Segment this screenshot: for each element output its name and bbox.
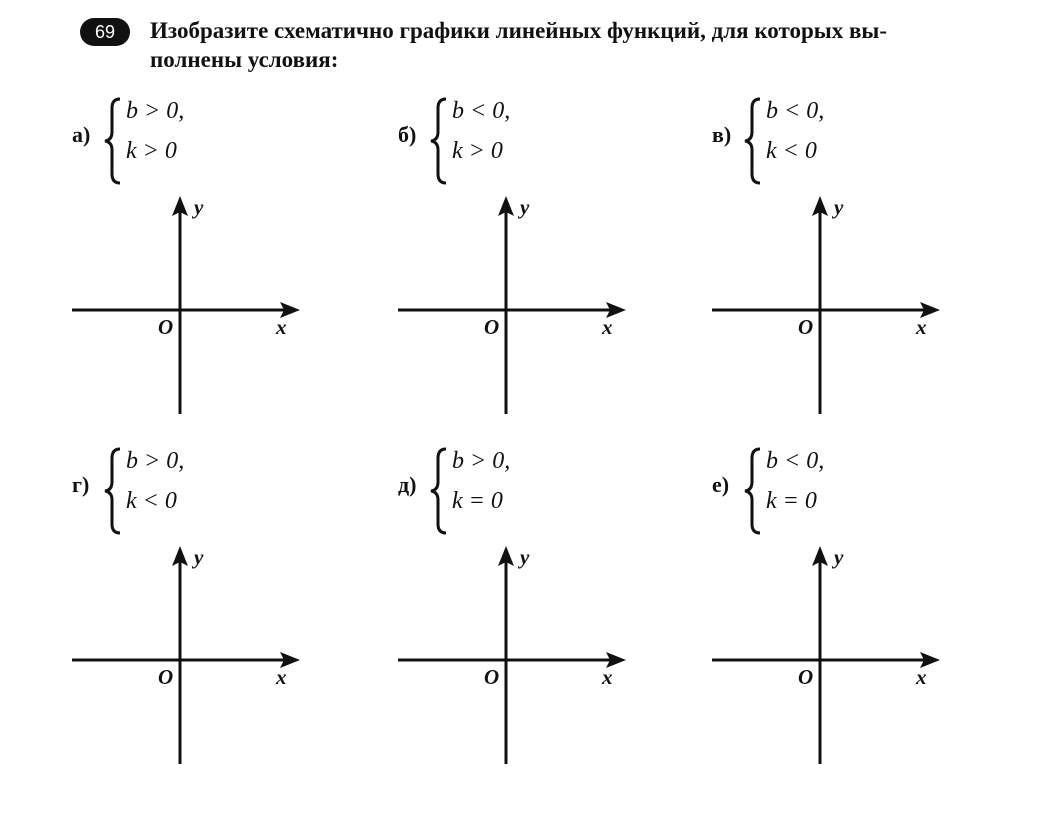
- condition-k: k > 0: [452, 138, 503, 164]
- item-letter: е): [712, 472, 730, 497]
- task-statement: [150, 16, 970, 74]
- exercise-g: [72, 446, 392, 786]
- coordinate-axes: [712, 196, 952, 418]
- y-axis-label: y: [194, 546, 204, 569]
- item-letter: д): [398, 472, 417, 497]
- x-axis-label: x: [276, 315, 287, 339]
- exercise-e: [712, 446, 1032, 786]
- condition-k: k = 0: [452, 488, 503, 514]
- condition-b: b < 0,: [452, 98, 511, 124]
- origin-label: O: [484, 665, 500, 689]
- x-axis-label: x: [916, 665, 927, 689]
- brace-icon: [742, 446, 764, 536]
- y-axis-label: y: [520, 546, 530, 569]
- y-axis-label: y: [834, 546, 844, 569]
- item-letter: б): [398, 122, 417, 147]
- origin-label: O: [484, 315, 500, 339]
- task-text-line-1: Изобразите схематично графики линейных функций, для которых вы-: [150, 18, 888, 43]
- condition-b: b > 0,: [452, 448, 511, 474]
- exercise-b: [398, 96, 718, 436]
- item-letter: а): [72, 122, 91, 147]
- x-axis-label: x: [602, 665, 613, 689]
- exercise-a: [72, 96, 392, 436]
- coordinate-axes: [398, 196, 638, 418]
- coordinate-axes: [72, 196, 312, 418]
- brace-icon: [102, 96, 124, 186]
- condition-b: b < 0,: [766, 448, 825, 474]
- condition-b: b > 0,: [126, 448, 185, 474]
- item-letter: г): [72, 472, 90, 497]
- condition-k: k > 0: [126, 138, 177, 164]
- item-letter: в): [712, 122, 732, 147]
- condition-k: k < 0: [766, 138, 817, 164]
- origin-label: O: [158, 665, 174, 689]
- task-number-badge: 69: [80, 18, 130, 46]
- condition-k: k < 0: [126, 488, 177, 514]
- brace-icon: [428, 446, 450, 536]
- y-axis-label: y: [834, 196, 844, 219]
- condition-b: b < 0,: [766, 98, 825, 124]
- x-axis-label: x: [276, 665, 287, 689]
- condition-k: k = 0: [766, 488, 817, 514]
- y-axis-label: y: [520, 196, 530, 219]
- brace-icon: [102, 446, 124, 536]
- origin-label: O: [798, 315, 814, 339]
- exercise-v: [712, 96, 1032, 436]
- coordinate-axes: [72, 546, 312, 768]
- exercise-d: [398, 446, 718, 786]
- condition-b: b > 0,: [126, 98, 185, 124]
- origin-label: O: [158, 315, 174, 339]
- task-text-line-2: полнены условия:: [150, 47, 339, 72]
- x-axis-label: x: [916, 315, 927, 339]
- coordinate-axes: [712, 546, 952, 768]
- x-axis-label: x: [602, 315, 613, 339]
- coordinate-axes: [398, 546, 638, 768]
- brace-icon: [428, 96, 450, 186]
- origin-label: O: [798, 665, 814, 689]
- y-axis-label: y: [194, 196, 204, 219]
- brace-icon: [742, 96, 764, 186]
